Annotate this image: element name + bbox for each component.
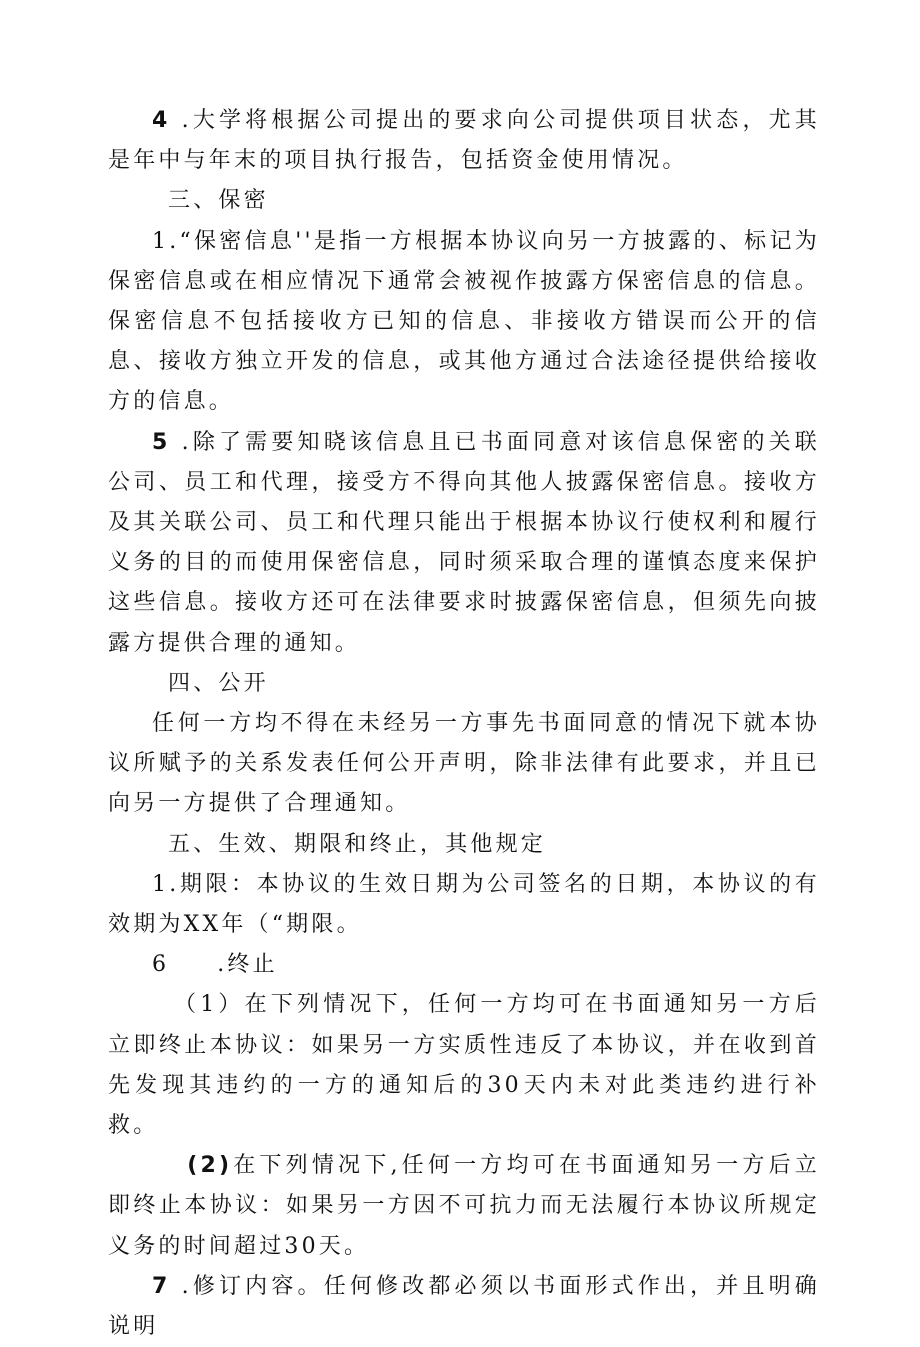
clause-number: 7 bbox=[152, 1273, 171, 1299]
clause-text: 期限：本协议的生效日期为公司签名的日期，本协议的有效期为XX年（“期限。 bbox=[108, 871, 820, 938]
clause-number: 1. bbox=[152, 228, 180, 254]
section-heading-publicity: 四、公开 bbox=[168, 670, 269, 696]
clause-4-project-report bbox=[108, 101, 820, 181]
section-heading-confidentiality: 三、保密 bbox=[168, 188, 269, 214]
section-heading-effect-term-termination: 五、生效、期限和终止，其他规定 bbox=[168, 831, 547, 857]
clause-7-amendments bbox=[108, 1267, 820, 1347]
subclause-number: （1） bbox=[174, 992, 245, 1018]
clause-text: 在下列情况下,任何一方均可在书面通知另一方后立即终止本协议：如果另一方因不可抗力而无法履行本协议所规定义务的时间超过30天。 bbox=[108, 1153, 820, 1259]
clause-termination-force-majeure bbox=[108, 1146, 820, 1267]
subclause-number: (2) bbox=[187, 1153, 233, 1179]
clause-termination-breach bbox=[108, 985, 820, 1146]
clause-5-non-disclosure bbox=[108, 423, 820, 664]
clause-text: .大学将根据公司提出的要求向公司提供项目状态，尤其是年中与年末的项目执行报告，包括资金使用情况。 bbox=[108, 108, 820, 174]
clause-number: 6 bbox=[152, 952, 170, 978]
clause-1-confidential-info-definition bbox=[108, 222, 820, 423]
clause-text: 在下列情况下，任何一方均可在书面通知另一方后立即终止本协议：如果另一方实质性违反了本协议，并在收到首先发现其违约的一方的通知后的30天内未对此类违约进行补救。 bbox=[108, 992, 820, 1139]
clause-text: .终止 bbox=[217, 952, 278, 978]
document-body bbox=[108, 101, 820, 1347]
clause-text: “保密信息''是指一方根据本协议向另一方披露的、标记为保密信息或在相应情况下通常会被视作披露方保密信息的信息。保密信息不包括接收方已知的信息、非接收方错误而公开的信息、接收方独立开发的信息，或其他方通过合法途径提供给接收方的信息。 bbox=[108, 228, 820, 415]
clause-number: 5 bbox=[152, 429, 171, 455]
clause-text: .修订内容。任何修改都必须以书面形式作出，并且明确说明 bbox=[108, 1273, 820, 1340]
clause-1-term bbox=[108, 865, 820, 945]
clause-number: 4 bbox=[152, 108, 171, 133]
clause-6-termination bbox=[108, 945, 820, 985]
clause-number: 1. bbox=[152, 871, 180, 897]
clause-publicity-text: 任何一方均不得在未经另一方事先书面同意的情况下就本协议所赋予的关系发表任何公开声明，除非法律有此要求，并且已向另一方提供了合理通知。 bbox=[108, 711, 820, 817]
clause-text: .除了需要知晓该信息且已书面同意对该信息保密的关联公司、员工和代理，接受方不得向其他人披露保密信息。接收方及其关联公司、员工和代理只能出于根据本协议行使权利和履行义务的目的而使用保密信息，同时须采取合理的谨慎态度来保护这些信息。接收方还可在法律要求时披露保密信息，但须先向披露方提供合理的通知。 bbox=[108, 429, 820, 656]
